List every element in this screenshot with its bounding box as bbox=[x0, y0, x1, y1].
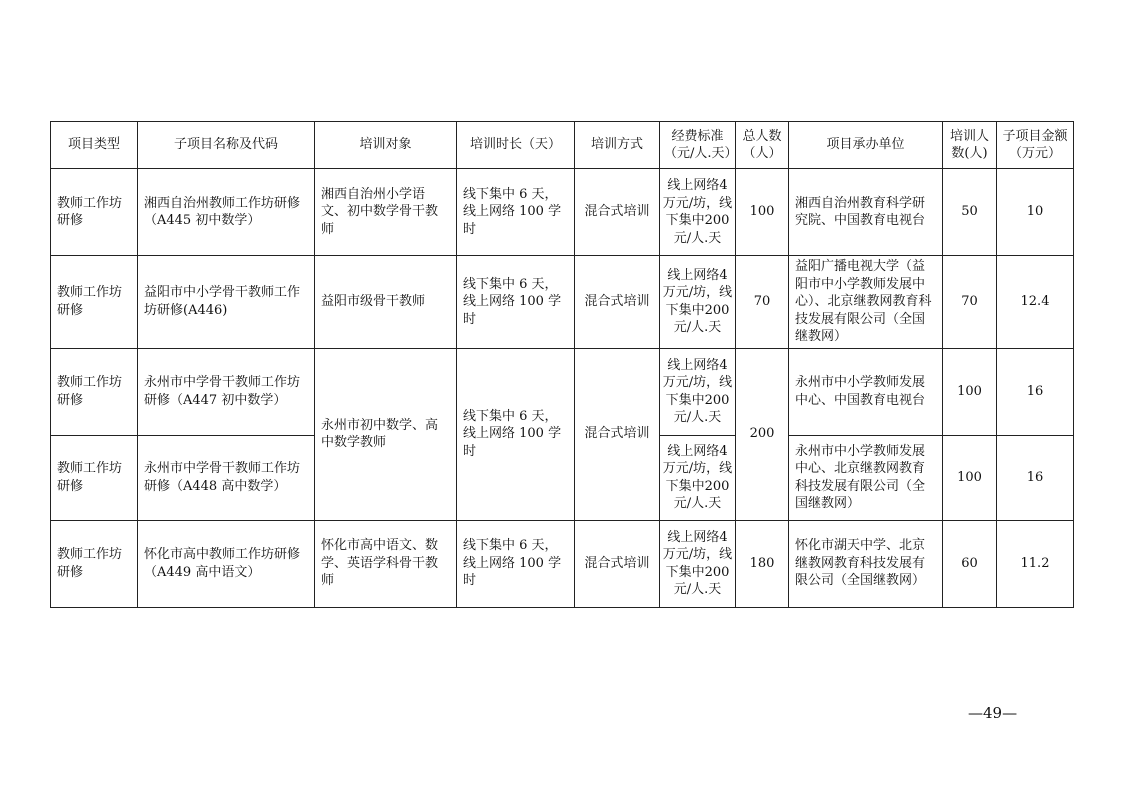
cell-type: 教师工作坊研修 bbox=[51, 435, 138, 520]
cell-fee: 线上网络4万元/坊，线下集中200 元/人.天 bbox=[660, 435, 736, 520]
table-row bbox=[51, 520, 1074, 607]
cell-target: 怀化市高中语文、数学、英语学科骨干教师 bbox=[315, 520, 457, 607]
cell-organizer: 湘西自治州教育科学研究院、中国教育电视台 bbox=[789, 169, 943, 256]
cell-target: 永州市初中数学、高中数学教师 bbox=[315, 348, 457, 520]
cell-amount: 12.4 bbox=[997, 256, 1074, 349]
cell-name: 益阳市中小学骨干教师工作坊研修(A446) bbox=[138, 256, 315, 349]
cell-duration: 线下集中 6 天，线上网络 100 学时 bbox=[457, 348, 575, 520]
header-trainee-count: 培训人数(人) bbox=[943, 122, 997, 169]
header-training-mode: 培训方式 bbox=[575, 122, 660, 169]
header-duration: 培训时长（天） bbox=[457, 122, 575, 169]
cell-fee: 线上网络4万元/坊，线下集中200 元/人.天 bbox=[660, 256, 736, 349]
cell-name: 永州市中学骨干教师工作坊研修（A448 高中数学） bbox=[138, 435, 315, 520]
cell-amount: 16 bbox=[997, 435, 1074, 520]
cell-organizer: 永州市中小学教师发展中心、北京继教网教育科技发展有限公司（全国继教网） bbox=[789, 435, 943, 520]
cell-duration: 线下集中 6 天，线上网络 100 学时 bbox=[457, 256, 575, 349]
cell-count: 50 bbox=[943, 169, 997, 256]
cell-amount: 11.2 bbox=[997, 520, 1074, 607]
table-row bbox=[51, 169, 1074, 256]
cell-count: 100 bbox=[943, 348, 997, 435]
cell-count: 70 bbox=[943, 256, 997, 349]
cell-total: 70 bbox=[736, 256, 789, 349]
table-row bbox=[51, 348, 1074, 435]
table-header-row bbox=[51, 122, 1074, 169]
cell-total: 180 bbox=[736, 520, 789, 607]
training-projects-table bbox=[50, 121, 1074, 608]
cell-amount: 10 bbox=[997, 169, 1074, 256]
cell-mode: 混合式培训 bbox=[575, 169, 660, 256]
cell-fee: 线上网络4万元/坊，线下集中200 元/人.天 bbox=[660, 348, 736, 435]
cell-type: 教师工作坊研修 bbox=[51, 348, 138, 435]
cell-organizer: 益阳广播电视大学（益阳市中小学教师发展中心）、北京继教网教育科技发展有限公司（全国继教网） bbox=[789, 256, 943, 349]
header-amount: 子项目金额（万元） bbox=[997, 122, 1074, 169]
header-organizer: 项目承办单位 bbox=[789, 122, 943, 169]
cell-mode: 混合式培训 bbox=[575, 348, 660, 520]
cell-amount: 16 bbox=[997, 348, 1074, 435]
cell-count: 60 bbox=[943, 520, 997, 607]
cell-type: 教师工作坊研修 bbox=[51, 520, 138, 607]
cell-type: 教师工作坊研修 bbox=[51, 256, 138, 349]
cell-count: 100 bbox=[943, 435, 997, 520]
cell-fee: 线上网络4万元/坊，线下集中200 元/人.天 bbox=[660, 520, 736, 607]
cell-name: 怀化市高中教师工作坊研修（A449 高中语文） bbox=[138, 520, 315, 607]
cell-organizer: 怀化市湖天中学、北京继教网教育科技发展有限公司（全国继教网） bbox=[789, 520, 943, 607]
cell-type: 教师工作坊研修 bbox=[51, 169, 138, 256]
header-project-type: 项目类型 bbox=[51, 122, 138, 169]
header-subproject-name: 子项目名称及代码 bbox=[138, 122, 315, 169]
cell-duration: 线下集中 6 天，线上网络 100 学时 bbox=[457, 169, 575, 256]
header-total-people: 总人数（人） bbox=[736, 122, 789, 169]
header-fee-standard: 经费标准（元/人.天） bbox=[660, 122, 736, 169]
cell-duration: 线下集中 6 天，线上网络 100 学时 bbox=[457, 520, 575, 607]
page-number: —49— bbox=[968, 704, 1018, 722]
cell-fee: 线上网络4万元/坊，线下集中200 元/人.天 bbox=[660, 169, 736, 256]
cell-organizer: 永州市中小学教师发展中心、中国教育电视台 bbox=[789, 348, 943, 435]
cell-mode: 混合式培训 bbox=[575, 256, 660, 349]
cell-target: 益阳市级骨干教师 bbox=[315, 256, 457, 349]
cell-name: 永州市中学骨干教师工作坊研修（A447 初中数学） bbox=[138, 348, 315, 435]
cell-total: 100 bbox=[736, 169, 789, 256]
cell-mode: 混合式培训 bbox=[575, 520, 660, 607]
cell-target: 湘西自治州小学语文、初中数学骨干教师 bbox=[315, 169, 457, 256]
table-row bbox=[51, 256, 1074, 349]
cell-name: 湘西自治州教师工作坊研修（A445 初中数学） bbox=[138, 169, 315, 256]
header-training-target: 培训对象 bbox=[315, 122, 457, 169]
cell-total: 200 bbox=[736, 348, 789, 520]
